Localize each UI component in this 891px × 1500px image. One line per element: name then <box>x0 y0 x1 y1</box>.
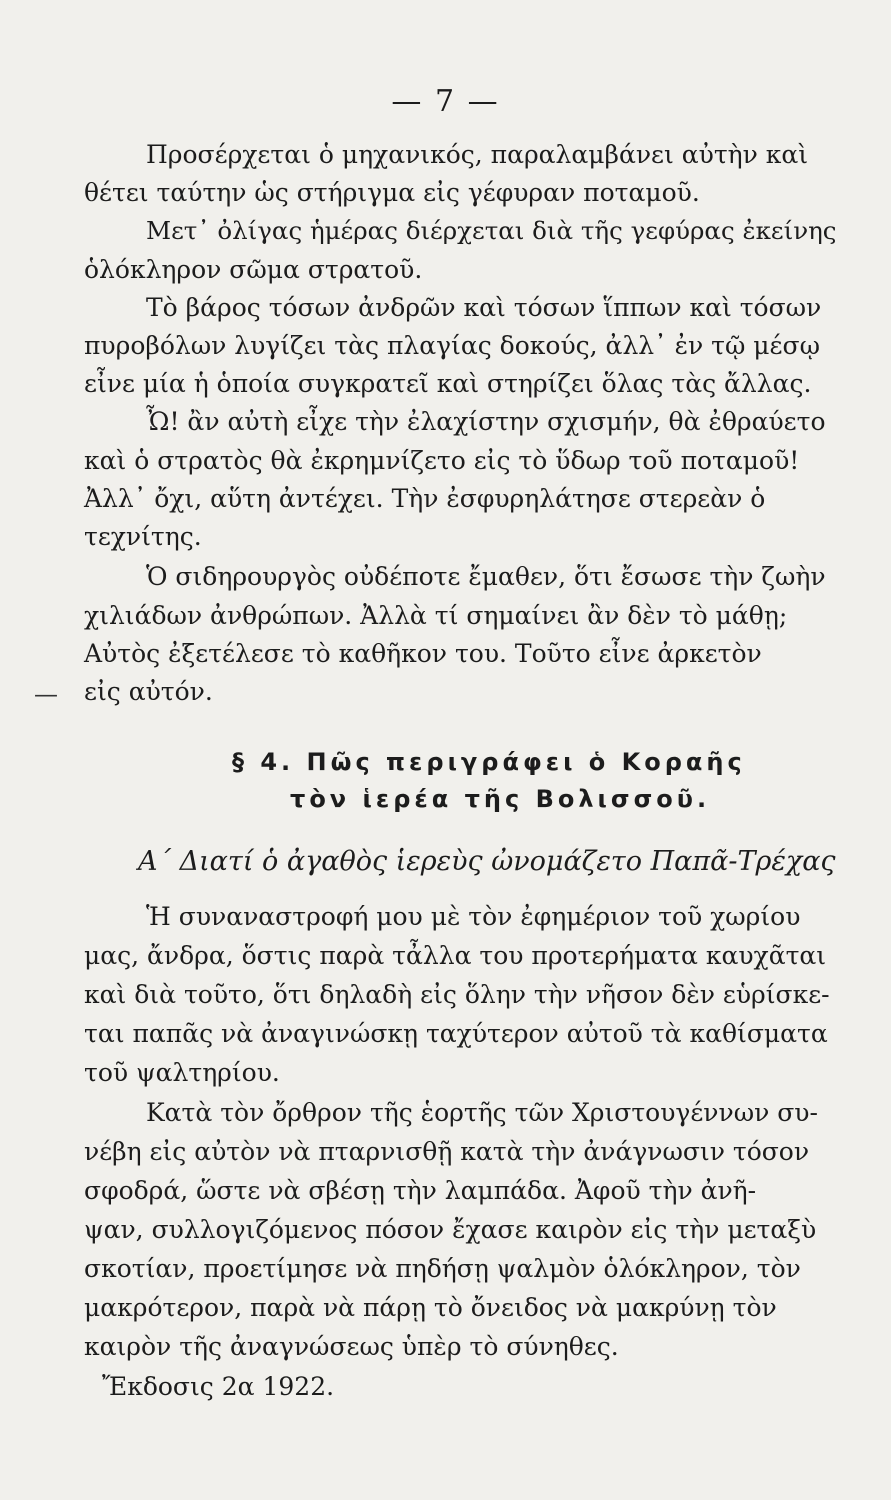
section-title: § 4. Πῶς περιγράφει ὁ Κοραῆς <box>232 748 746 776</box>
text-line: χιλιάδων ἀνθρώπων. Ἀλλὰ τί σημαίνει ἂν δὲν τὸ μάθῃ; <box>84 601 788 630</box>
text-line: τεχνίτης. <box>84 522 202 551</box>
text-line: Τὸ βάρος τόσων ἀνδρῶν καὶ τόσων ἵππων καὶ τόσων <box>146 293 822 322</box>
text-line: καὶ διὰ τοῦτο, ὅτι δηλαδὴ εἰς ὅλην τὴν νῆσον δὲν εὑρίσκε- <box>84 980 830 1009</box>
text-line: σκοτίαν, προετίμησε νὰ πηδήσῃ ψαλμὸν ὁλόκληρον, τὸν <box>84 1254 801 1283</box>
text-line: καὶ ὁ στρατὸς θὰ ἐκρημνίζετο εἰς τὸ ὕδωρ τοῦ ποταμοῦ! <box>84 446 800 475</box>
text-line: Αὐτὸς ἐξετέλεσε τὸ καθῆκον του. Τοῦτο εἶνε ἀρκετὸν <box>84 639 762 668</box>
text-line: μας, ἄνδρα, ὅστις παρὰ τἆλλα του προτερήματα καυχᾶται <box>84 941 827 970</box>
text-line: νέβη εἰς αὐτὸν νὰ πταρνισθῇ κατὰ τὴν ἀνάγνωσιν τόσον <box>84 1137 810 1166</box>
section-title-continued: τὸν ἱερέα τῆς Βολισσοῦ. <box>290 785 711 813</box>
text-line: μακρότερον, παρὰ νὰ πάρῃ τὸ ὄνειδος νὰ μακρύνῃ τὸν <box>84 1293 777 1322</box>
subheading: Α΄ Διατί ὁ ἀγαθὸς ἱερεὺς ὠνομάζετο Παπᾶ-Τρέχας <box>138 846 836 877</box>
text-line: Ὦ! ἂν αὐτὴ εἶχε τὴν ἐλαχίστην σχισμήν, θὰ ἐθραύετο <box>146 407 826 436</box>
page-number: — 7 — <box>391 84 500 119</box>
text-line: ται παπᾶς νὰ ἀναγινώσκῃ ταχύτερον αὐτοῦ τὰ καθίσματα <box>84 1019 828 1048</box>
text-line: Ἀλλ᾽ ὄχι, αὕτη ἀντέχει. Τὴν ἐσφυρηλάτησε στερεὰν ὁ <box>84 484 766 513</box>
text-line: εἶνε μία ἡ ὁποία συγκρατεῖ καὶ στηρίζει ὅλας τὰς ἄλλας. <box>84 369 812 398</box>
margin-mark: — <box>34 680 58 708</box>
text-line: πυροβόλων λυγίζει τὰς πλαγίας δοκούς, ἀλλ᾽ ἐν τῷ μέσῳ <box>84 331 820 360</box>
text-line: καιρὸν τῆς ἀναγνώσεως ὑπὲρ τὸ σύνηθες. <box>84 1332 619 1361</box>
edition-note: Ἔκδοσις 2α 1922. <box>102 1372 335 1401</box>
text-line: θέτει ταύτην ὡς στήριγμα εἰς γέφυραν ποταμοῦ. <box>84 178 700 207</box>
text-line: Κατὰ τὸν ὄρθρον τῆς ἑορτῆς τῶν Χριστουγέννων συ- <box>146 1098 818 1127</box>
text-line: Ὁ σιδηρουργὸς οὐδέποτε ἔμαθεν, ὅτι ἔσωσε τὴν ζωὴν <box>146 562 826 591</box>
text-line: Ἡ συναναστροφή μου μὲ τὸν ἐφημέριον τοῦ χωρίου <box>146 902 801 931</box>
text-line: τοῦ ψαλτηρίου. <box>84 1058 280 1087</box>
text-line: Μετ᾽ ὀλίγας ἡμέρας διέρχεται διὰ τῆς γεφύρας ἐκείνης <box>146 216 837 245</box>
text-line: ψαν, συλλογιζόμενος πόσον ἔχασε καιρὸν εἰς τὴν μεταξὺ <box>84 1215 817 1244</box>
text-line: ὁλόκληρον σῶμα στρατοῦ. <box>84 255 423 284</box>
text-line: Προσέρχεται ὁ μηχανικός, παραλαμβάνει αὐτὴν καὶ <box>146 140 809 169</box>
text-line: σφοδρά, ὥστε νὰ σβέσῃ τὴν λαμπάδα. Ἀφοῦ τὴν ἀνῆ- <box>84 1176 757 1205</box>
text-line: εἰς αὐτόν. <box>84 677 213 706</box>
